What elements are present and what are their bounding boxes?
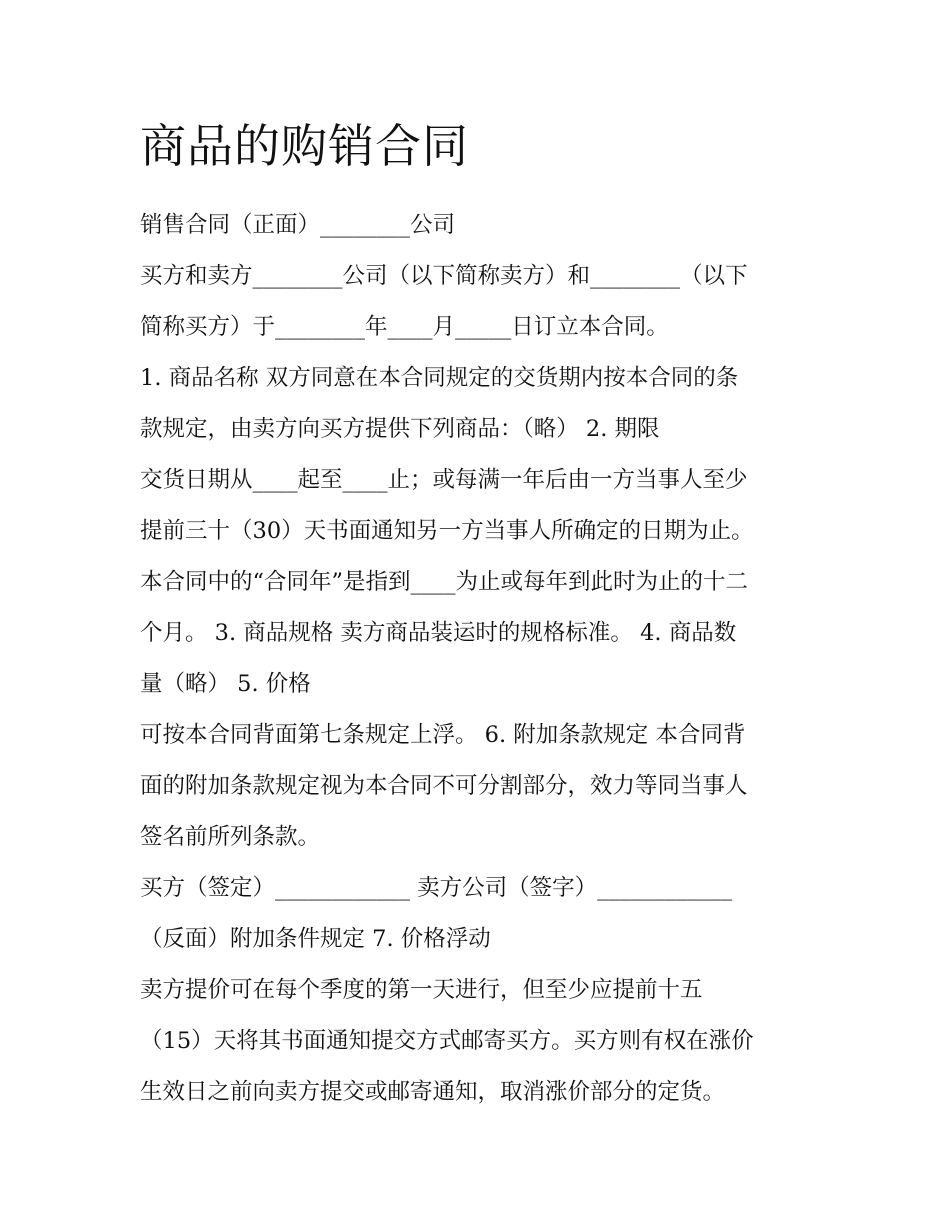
clause-1-line-1: 1. 商品名称 双方同意在本合同规定的交货期内按本合同的条 [140,365,739,391]
clause-7-line-1: 卖方提价可在每个季度的第一天进行，但至少应提前十五 [140,977,703,1003]
clause-6-line-2: 面的附加条款规定视为本合同不可分割部分，效力等同当事人 [140,773,748,799]
clause-3-4-line: 个月。 3. 商品规格 卖方商品装运时的规格标准。 4. 商品数 [140,620,737,646]
document-page [140,112,830,1118]
clause-5-6-line: 可按本合同背面第七条规定上浮。 6. 附加条款规定 本合同背 [140,722,746,748]
clause-1-line-2: 款规定，由卖方向买方提供下列商品：（略） 2. 期限 [140,416,660,442]
reverse-side-heading: （反面）附加条件规定 7. 价格浮动 [140,926,491,952]
parties-line-2: 简称买方）于________年____月_____日订立本合同。 [140,314,669,340]
clause-7-line-2: （15）天将其书面通知提交方式邮寄买方。买方则有权在涨价 [140,1028,754,1054]
clause-4-5-line: 量（略） 5. 价格 [140,671,311,697]
contract-header-line: 销售合同（正面）________公司 [140,212,456,238]
clause-6-line-3: 签名前所列条款。 [140,824,321,850]
document-title: 商品的购销合同 [140,119,469,173]
clause-2-line-1: 交货日期从____起至____止；或每满一年后由一方当事人至少 [140,467,748,493]
clause-7-line-3: 生效日之前向卖方提交或邮寄通知，取消涨价部分的定货。 [140,1079,726,1105]
clause-2-line-2: 提前三十（30）天书面通知另一方当事人所确定的日期为止。 [140,518,754,544]
signature-line: 买方（签定）____________ 卖方公司（签字）____________ [140,875,733,901]
clause-2-line-3: 本合同中的“合同年”是指到____为止或每年到此时为止的十二 [140,569,749,595]
parties-line-1: 买方和卖方________公司（以下简称卖方）和________（以下 [140,263,748,289]
